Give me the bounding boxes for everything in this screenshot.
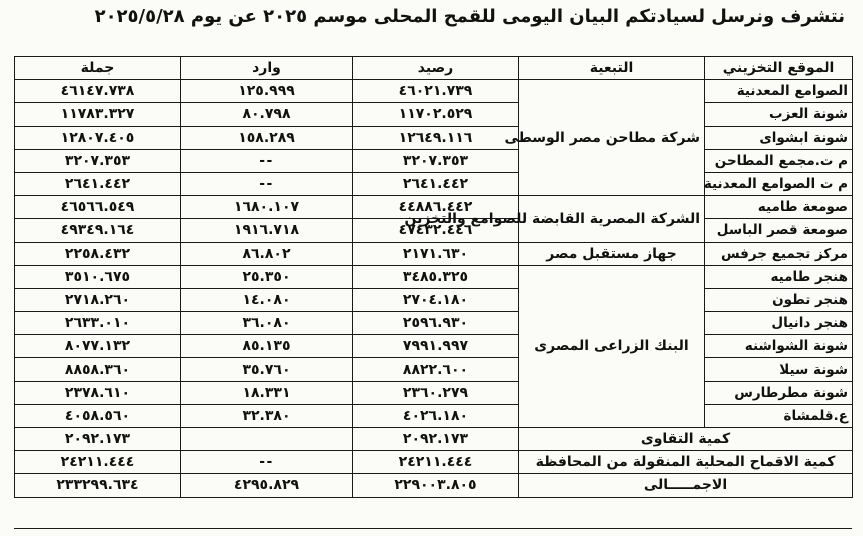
table-row <box>15 80 853 103</box>
grand-total-row <box>15 474 853 497</box>
seeds-total: ٢٠٩٢.١٧٣ <box>15 428 181 451</box>
total-cell: ٢٣٧٨.٦١٠ <box>15 381 181 404</box>
site-cell: شونة سيلا <box>705 358 853 381</box>
incoming-cell: ٨٥.١٣٥ <box>181 335 353 358</box>
header-site: الموقع التخزيني <box>705 57 853 80</box>
incoming-cell: -- <box>181 172 353 195</box>
total-cell: ١١٧٨٣.٣٢٧ <box>15 103 181 126</box>
total-cell: ٤٦٥٦٦.٥٤٩ <box>15 196 181 219</box>
transferred-row <box>15 451 853 474</box>
table-row <box>15 149 853 172</box>
site-cell: م ت الصوامع المعدنية <box>705 172 853 195</box>
table-row <box>15 126 853 149</box>
incoming-cell: ١٤.٠٨٠ <box>181 288 353 311</box>
total-cell: ٢٢٥٨.٤٣٢ <box>15 242 181 265</box>
total-cell: ٨٨٥٨.٣٦٠ <box>15 358 181 381</box>
grand-total-label: الاجمـــــالى <box>519 474 853 497</box>
transferred-label: كمية الاقماح المحلية المنقولة من المحافظة <box>519 451 853 474</box>
total-cell: ٤٦١٤٧.٧٣٨ <box>15 80 181 103</box>
seeds-balance: ٢٠٩٢.١٧٣ <box>353 428 519 451</box>
wheat-report-table <box>14 56 853 498</box>
affiliation-cell: الشركة المصرية القابضة للصوامع والتخزين <box>519 196 705 242</box>
incoming-cell: ١٨.٣٣١ <box>181 381 353 404</box>
incoming-cell: ٣٦.٠٨٠ <box>181 312 353 335</box>
incoming-cell: ١٩١٦.٧١٨ <box>181 219 353 242</box>
table-row <box>15 265 853 288</box>
incoming-cell: ٨٦.٨٠٢ <box>181 242 353 265</box>
balance-cell: ٤٧٤٣٢.٤٤٦ <box>353 219 519 242</box>
incoming-cell: -- <box>181 149 353 172</box>
total-cell: ٢٦٣٣.٠١٠ <box>15 312 181 335</box>
seeds-incoming <box>181 428 353 451</box>
report-title: نتشرف ونرسل لسيادتكم البيان اليومى للقمح المحلى موسم ٢٠٢٥ عن يوم ٢٠٢٥/٥/٢٨ <box>94 6 845 27</box>
grand-total-total: ٢٣٣٢٩٩.٦٣٤ <box>15 474 181 497</box>
page-bottom-edge <box>14 528 852 536</box>
balance-cell: ١١٧٠٢.٥٢٩ <box>353 103 519 126</box>
balance-cell: ٢٧٠٤.١٨٠ <box>353 288 519 311</box>
table-row <box>15 196 853 219</box>
incoming-cell: ٣٢.٣٨٠ <box>181 404 353 427</box>
grand-total-balance: ٢٢٩٠٠٣.٨٠٥ <box>353 474 519 497</box>
seeds-label: كمية التقاوى <box>519 428 853 451</box>
balance-cell: ٤٤٨٨٦.٤٤٢ <box>353 196 519 219</box>
site-cell: هنجر دانيال <box>705 312 853 335</box>
site-cell: صومعة قصر الباسل <box>705 219 853 242</box>
balance-cell: ٣٤٨٥.٣٢٥ <box>353 265 519 288</box>
balance-cell: ٣٢٠٧.٣٥٣ <box>353 149 519 172</box>
transferred-balance: ٢٤٢١١.٤٤٤ <box>353 451 519 474</box>
transferred-incoming: -- <box>181 451 353 474</box>
header-balance: رصيد <box>353 57 519 80</box>
table-row <box>15 172 853 195</box>
total-cell: ٨٠٧٧.١٣٢ <box>15 335 181 358</box>
site-cell: الصوامع المعدنية <box>705 80 853 103</box>
header-total: جملة <box>15 57 181 80</box>
site-cell: شونة العزب <box>705 103 853 126</box>
table-row <box>15 335 853 358</box>
site-cell: هنجر طاميه <box>705 265 853 288</box>
affiliation-cell: جهاز مستقبل مصر <box>519 242 705 265</box>
incoming-cell: ٨٠.٧٩٨ <box>181 103 353 126</box>
balance-cell: ٨٨٢٢.٦٠٠ <box>353 358 519 381</box>
header-affiliation: التبعية <box>519 57 705 80</box>
table-row <box>15 288 853 311</box>
grand-total-incoming: ٤٢٩٥.٨٢٩ <box>181 474 353 497</box>
table-row <box>15 358 853 381</box>
transferred-total: ٢٤٢١١.٤٤٤ <box>15 451 181 474</box>
affiliation-cell: البنك الزراعى المصرى <box>519 265 705 427</box>
total-cell: ٤٩٣٤٩.١٦٤ <box>15 219 181 242</box>
site-cell: مركز تجميع جرفس <box>705 242 853 265</box>
header-incoming: وارد <box>181 57 353 80</box>
incoming-cell: ١٦٨٠.١٠٧ <box>181 196 353 219</box>
total-cell: ٣٥١٠.٦٧٥ <box>15 265 181 288</box>
total-cell: ٢٧١٨.٢٦٠ <box>15 288 181 311</box>
site-cell: شونة الشواشنه <box>705 335 853 358</box>
total-cell: ٣٢٠٧.٣٥٣ <box>15 149 181 172</box>
table-row <box>15 404 853 427</box>
seeds-row <box>15 428 853 451</box>
table-row <box>15 381 853 404</box>
balance-cell: ٧٩٩١.٩٩٧ <box>353 335 519 358</box>
balance-cell: ٢٥٩٦.٩٣٠ <box>353 312 519 335</box>
total-cell: ٢٦٤١.٤٤٢ <box>15 172 181 195</box>
site-cell: شونة مطرطارس <box>705 381 853 404</box>
balance-cell: ٤٦٠٢١.٧٣٩ <box>353 80 519 103</box>
affiliation-cell: شركة مطاحن مصر الوسطى <box>519 80 705 196</box>
table-row <box>15 103 853 126</box>
table-row <box>15 242 853 265</box>
header-row <box>15 57 853 80</box>
site-cell: هنجر تطون <box>705 288 853 311</box>
incoming-cell: ١٢٥.٩٩٩ <box>181 80 353 103</box>
balance-cell: ٢١٧١.٦٣٠ <box>353 242 519 265</box>
balance-cell: ٤٠٢٦.١٨٠ <box>353 404 519 427</box>
site-cell: م ت.مجمع المطاحن <box>705 149 853 172</box>
incoming-cell: ٢٥.٣٥٠ <box>181 265 353 288</box>
table-row <box>15 312 853 335</box>
incoming-cell: ١٥٨.٢٨٩ <box>181 126 353 149</box>
total-cell: ٤٠٥٨.٥٦٠ <box>15 404 181 427</box>
table-row <box>15 219 853 242</box>
balance-cell: ٢٣٦٠.٢٧٩ <box>353 381 519 404</box>
site-cell: شونة ابشواى <box>705 126 853 149</box>
total-cell: ١٢٨٠٧.٤٠٥ <box>15 126 181 149</box>
site-cell: صومعة طاميه <box>705 196 853 219</box>
incoming-cell: ٣٥.٧٦٠ <box>181 358 353 381</box>
balance-cell: ١٢٦٤٩.١١٦ <box>353 126 519 149</box>
balance-cell: ٢٦٤١.٤٤٢ <box>353 172 519 195</box>
site-cell: ع.قلمشاة <box>705 404 853 427</box>
